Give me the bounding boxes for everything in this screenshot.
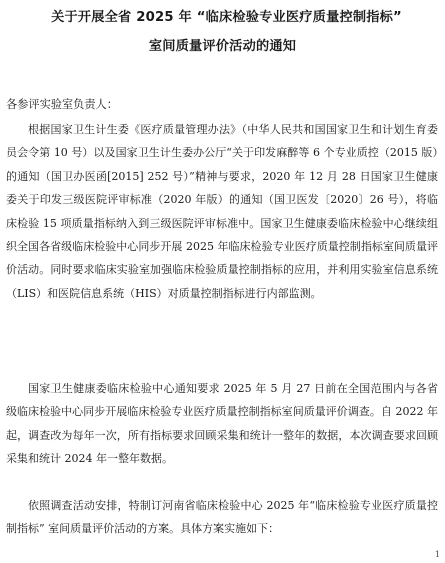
salutation: 各参评实验室负责人： <box>6 98 118 111</box>
document-title-line-1: 关于开展全省 2025 年 “临床检验专业医疗质量控制指标” <box>51 10 402 25</box>
paragraph-1: 根据国家卫生计生委《医疗质量管理办法》（中华人民共和国国家卫生和计划生育委员会令第 10 号）以及国家卫生计生委办公厅“关于印发麻醉等 6 个专业质控（2015 版）的通知（国卫办医函[2015] 252 号）”精神与要求，2020 年 12 月 28 日国家卫生健康委关于印发三级医院评审标准（2020 年版）的通知（国卫医发〔2020〕26 号），将临床检验 15 项质量指标纳入到三级医院评审标准中。国家卫生健康委临床检验中心继续组织全国各省级临床检验中心同步开展 2025 年临床检验专业医疗质量控制指标室间质量评价活动。同时要求临床实验室加强临床检验质量控制指标的应用，并利用实验室信息系统（LIS）和医院信息系统（HIS）对质量控制指标进行内部监测。 <box>6 123 438 300</box>
document-title-line-2: 室间质量评价活动的通知 <box>148 39 297 54</box>
paragraph-3: 依照调查活动安排，特制订河南省临床检验中心 2025 年“临床检验专业医疗质量控制指标” 室间质量评价活动的方案。具体方案实施如下： <box>6 499 438 536</box>
paragraph-2: 国家卫生健康委临床检验中心通知要求 2025 年 5 月 27 日前在全国范围内与各省级临床检验中心同步开展临床检验专业医疗质量控制指标室间质量评价调查。自 2022 年起，调查改为每年一次，所有指标要求回顾采集和统计一整年的数据，本次调查要求回顾采集和统计 2024 年一整年数据。 <box>6 382 438 466</box>
page-number: 1 <box>434 550 440 559</box>
